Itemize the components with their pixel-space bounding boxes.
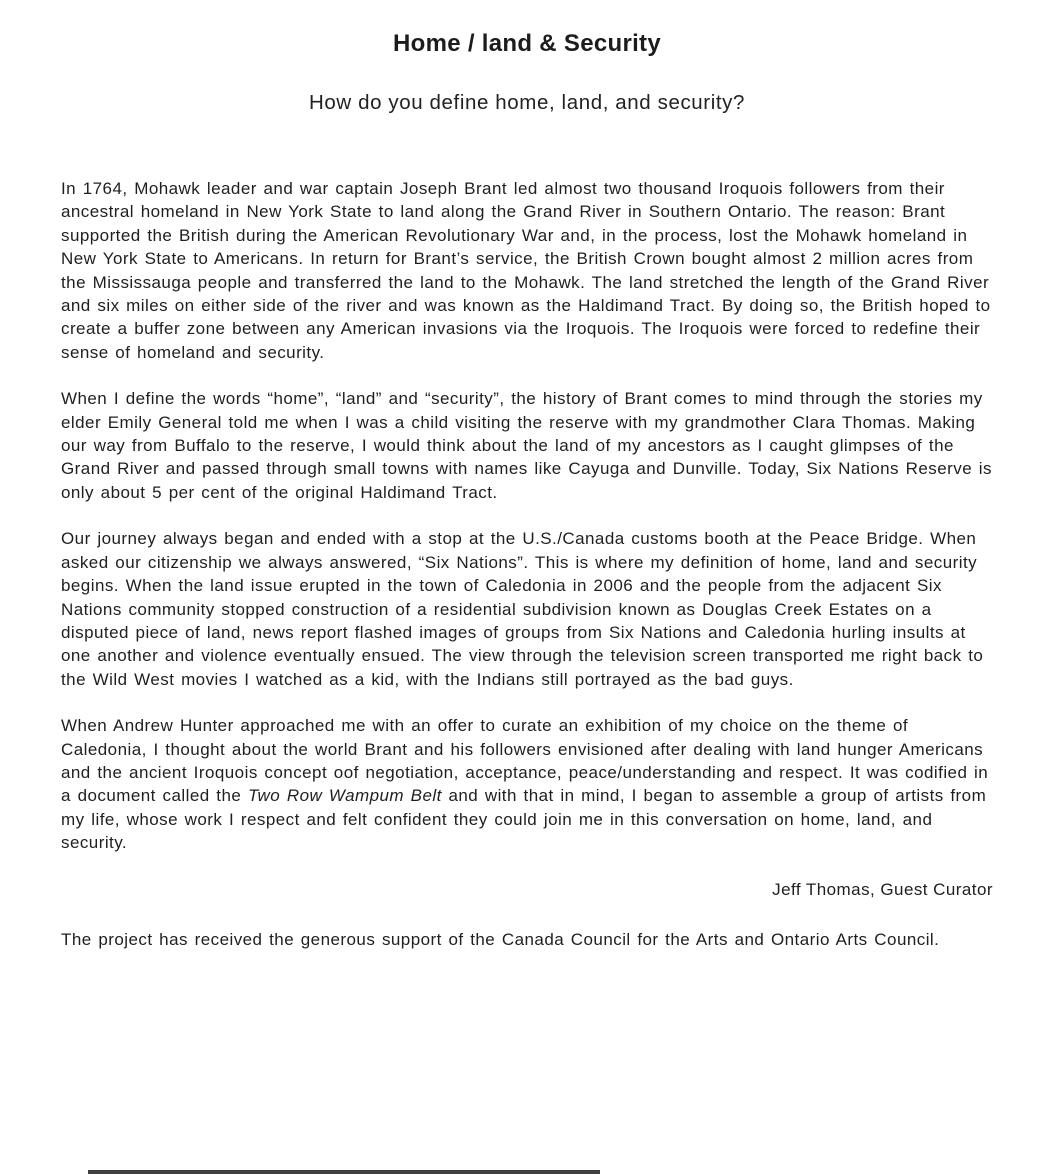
work-title-two-row-wampum-belt: Two Row Wampum Belt	[247, 786, 442, 806]
essay-paragraph-3: Our journey always began and ended with a stop at the U.S./Canada customs booth at the Peace Bridge. When asked our citizenship we always answered, “Six Nations”. This is where my definition of home, land and security begins. When the land issue erupted in the town of Caledonia in 2006 and the people from the adjacent Six Nations community stopped construction of a residential subdivision known as Douglas Creek Estates on a disputed piece of land, news report flashed images of groups from Six Nations and Caledonia hurling insults at one another and violence eventually ensued. The view through the television screen transported me right back to the Wild West movies I watched as a kid, with the Indians still portrayed as the bad guys.	[61, 529, 984, 689]
bottom-partial-element	[88, 1170, 600, 1174]
essay-paragraph-4	[61, 714, 993, 854]
essay-body	[61, 177, 993, 951]
page-subtitle: How do you define home, land, and security?	[308, 91, 746, 114]
page-title: Home / land & Security	[393, 30, 661, 57]
essay-paragraph-4-text-before: When Andrew Hunter approached me with an offer to curate an exhibition of my choice on the theme of Caledonia, I thought about the world Brant and his followers envisioned after dealing with land hunger Americans and the ancient Iroquois concept oof negotiation, acceptance, peace/understanding and respect. It was codified in a document called the	[61, 716, 989, 806]
essay-paragraph-4-text-after: and with that in mind, I began to assemble a group of artists from my life, whose work I respect and felt confident they could join me in this conversation on home, land, and security.	[61, 786, 987, 853]
curator-signature: Jeff Thomas, Guest Curator	[772, 879, 993, 899]
funding-acknowledgement: The project has received the generous support of the Canada Council for the Arts and Ontario Arts Council.	[61, 929, 940, 949]
essay-paragraph-2: When I define the words “home”, “land” and “security”, the history of Brant comes to mind through the stories my elder Emily General told me when I was a child visiting the reserve with my grandmother Clara Thomas. Making our way from Buffalo to the reserve, I would think about the land of my ancestors as I caught glimpses of the Grand River and passed through small towns with names like Cayuga and Dunville. Today, Six Nations Reserve is only about 5 per cent of the original Haldimand Tract.	[61, 389, 992, 502]
essay-paragraph-1: In 1764, Mohawk leader and war captain Joseph Brant led almost two thousand Iroquois followers from their ancestral homeland in New York State to land along the Grand River in Southern Ontario. The reason: Brant supported the British during the American Revolutionary War and, in the process, lost the Mohawk homeland in New York State to Americans. In return for Brant’s service, the British Crown bought almost 2 million acres from the Mississauga people and transferred the land to the Mohawk. The land stretched the length of the Grand River and six miles on either side of the river and was known as the Haldimand Tract. By doing so, the British hoped to create a buffer zone between any American invasions via the Iroquois. The Iroquois were forced to redefine their sense of homeland and security.	[61, 179, 991, 362]
